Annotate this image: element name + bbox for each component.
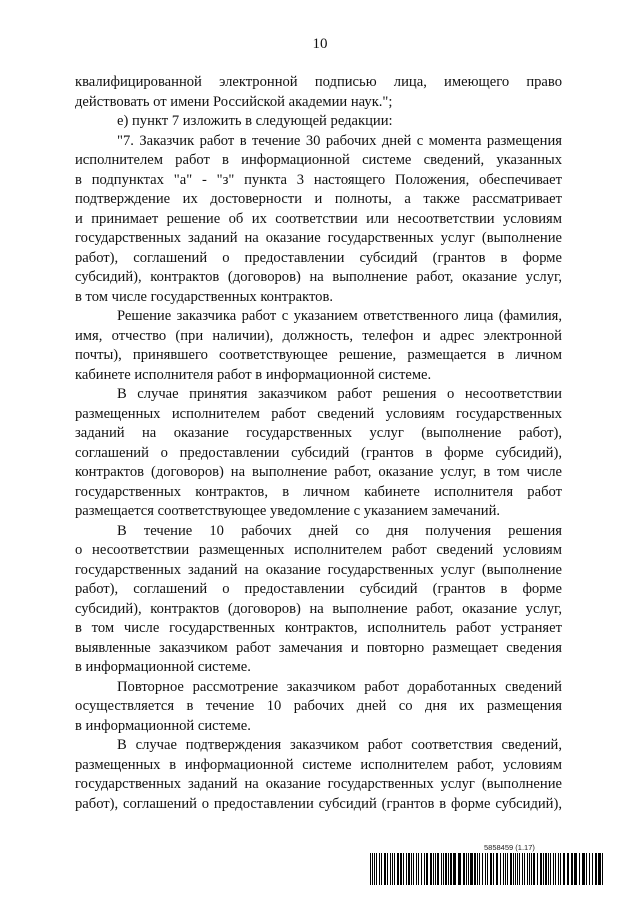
- text-line: осуществляется в течение 10 рабочих дней со дня их размещения: [75, 698, 562, 714]
- text-line: в информационной системе.: [75, 717, 251, 734]
- text-line: размещенных в информационной системе исполнителем работ, условиям: [75, 756, 562, 773]
- text-line: кабинете исполнителя работ в информационной системе.: [75, 366, 432, 383]
- text-line: контрактов (договоров) на выполнение работ, оказание услуг, в том числе: [75, 464, 562, 480]
- text-line: выявленные заказчиком работ замечания и повторно размещает сведения: [75, 639, 562, 656]
- text-line: размещается соответствующее уведомление с указанием замечаний.: [75, 503, 501, 519]
- text-line: "7. Заказчик работ в течение 30 рабочих дней с момента размещения: [117, 132, 562, 149]
- text-line: в том числе государственных контрактов, исполнитель работ устраняет: [75, 620, 562, 636]
- text-line: и принимает решение об их соответствии или несоответствии условиям: [75, 210, 562, 227]
- text-line: о несоответствии размещенных исполнителем работ сведений условиям: [75, 542, 562, 558]
- text-line: в подпунктах "а" - "з" пункта 3 настоящего Положения, обеспечивает: [75, 171, 562, 188]
- text-line: государственных заданий на оказание государственных услуг (выполнение: [75, 561, 562, 578]
- barcode: [370, 853, 605, 885]
- text-line: в информационной системе.: [75, 659, 251, 675]
- text-line: работ), соглашений о предоставлении субсидий (грантов в форме субсидий),: [75, 795, 562, 812]
- text-line: в том числе государственных контрактов.: [75, 288, 334, 305]
- text-line: субсидий), контрактов (договоров) на выполнение работ, оказание услуг,: [75, 600, 562, 617]
- text-line: работ), соглашений о предоставлении субсидий (грантов в форме: [75, 249, 562, 266]
- text-line: квалифицированной электронной подписью лица, имеющего право: [75, 74, 562, 90]
- text-line: е) пункт 7 изложить в следующей редакции:: [117, 113, 393, 129]
- text-line: В случае принятия заказчиком работ решения о несоответствии: [117, 386, 562, 402]
- document-body: [75, 73, 562, 814]
- text-line: размещенных исполнителем работ сведений условиям государственных: [75, 405, 562, 422]
- text-line: подтверждение их достоверности и полноты, а также рассматривает: [75, 191, 562, 207]
- text-line: почты), принявшего соответствующее решение, размещается в личном: [75, 347, 562, 363]
- text-line: действовать от имени Российской академии наук.";: [75, 93, 393, 110]
- text-line: В случае подтверждения заказчиком работ соответствия сведений,: [117, 737, 562, 753]
- page-number: 10: [312, 36, 328, 52]
- text-line: субсидий), контрактов (договоров) на выполнение работ, оказание услуг,: [75, 269, 562, 285]
- text-line: Повторное рассмотрение заказчиком работ доработанных сведений: [117, 678, 562, 695]
- text-line: исполнителем работ в информационной системе сведений, указанных: [75, 152, 562, 168]
- text-line: работ), соглашений о предоставлении субсидий (грантов в форме: [75, 581, 562, 597]
- text-line: заданий на оказание государственных услуг (выполнение работ),: [75, 425, 562, 441]
- text-line: государственных заданий на оказание государственных услуг (выполнение: [75, 776, 562, 792]
- document-code: 5858459 (1.17): [484, 843, 535, 852]
- text-line: имя, отчество (при наличии), должность, телефон и адрес электронной: [75, 327, 562, 344]
- text-line: государственных заданий на оказание государственных услуг (выполнение: [75, 230, 562, 246]
- text-line: Решение заказчика работ с указанием ответственного лица (фамилия,: [117, 308, 562, 324]
- text-line: В течение 10 рабочих дней со дня получения решения: [117, 522, 562, 539]
- text-line: соглашений о предоставлении субсидий (грантов в форме субсидий),: [75, 444, 562, 461]
- text-line: государственных контрактов, в личном кабинете исполнителя работ: [75, 483, 562, 500]
